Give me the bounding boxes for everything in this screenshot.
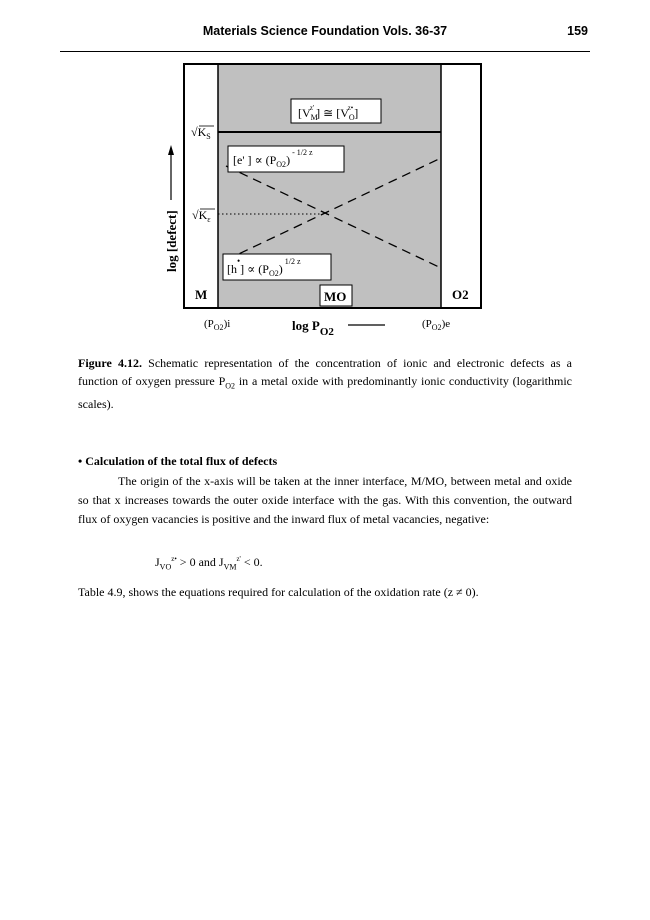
hole-equation: $[h^•] \propto (P_{O2})^{1/2 z}$ <box>227 256 301 278</box>
defect-diagram <box>0 0 650 350</box>
oxide-label: MO <box>324 289 347 304</box>
x-tick-inner: $(P_{O2})i$ <box>204 318 231 332</box>
table-reference: Table 4.9, shows the equations required for calculation of the oxidation rate (z ≠ 0). <box>78 585 479 599</box>
flux-equation: $J_{VO}^{z•} > 0$ and $J_{VM}^{z'} < 0$. <box>155 555 263 572</box>
x-axis-label: $\log P_{O2}$ <box>292 318 334 338</box>
y-axis-arrow-head <box>168 145 174 155</box>
figure-caption <box>78 354 572 413</box>
paragraph-text: The origin of the x-axis will be taken at the inner interface, M/MO, between metal and oxide so that x increases towards the outer oxide interface with the gas. With this convention, the outward flux of oxygen vacancies is positive and the inward flux of metal vacancies, negative: <box>78 474 572 526</box>
caption-label: Figure 4.12. <box>78 356 142 370</box>
caption-subscript: O2 <box>225 381 236 391</box>
caption-text-2: in a metal oxide with predominantly ionic conductivity (logarithmic scales). <box>78 374 572 412</box>
body-paragraph <box>78 472 572 529</box>
ke-label: $√K_\varepsilon$ <box>192 208 211 224</box>
electron-equation: [e' ] ∝ $(P_{O2})^{- 1/2 z}$ <box>233 148 313 169</box>
section-heading: • Calculation of the total flux of defects <box>78 454 278 468</box>
journal-title: Materials Science Foundation Vols. 36-37 <box>202 24 448 38</box>
metal-label: M <box>195 287 208 302</box>
vacancy-equation: [$V_Mz'$ ] ≅ $[V_Oz•]$ <box>298 104 359 122</box>
ks-label: $√K_S$ <box>191 125 211 141</box>
x-tick-outer: $(P_{O2})e$ <box>422 318 451 332</box>
page-number: 159 <box>567 24 588 38</box>
oxygen-label: O2 <box>452 287 469 302</box>
y-axis-label: log [defect] <box>164 210 179 272</box>
caption-text-1: Schematic representation of the concentration of ionic and electronic defects as a function of oxygen pressure P <box>78 356 573 388</box>
